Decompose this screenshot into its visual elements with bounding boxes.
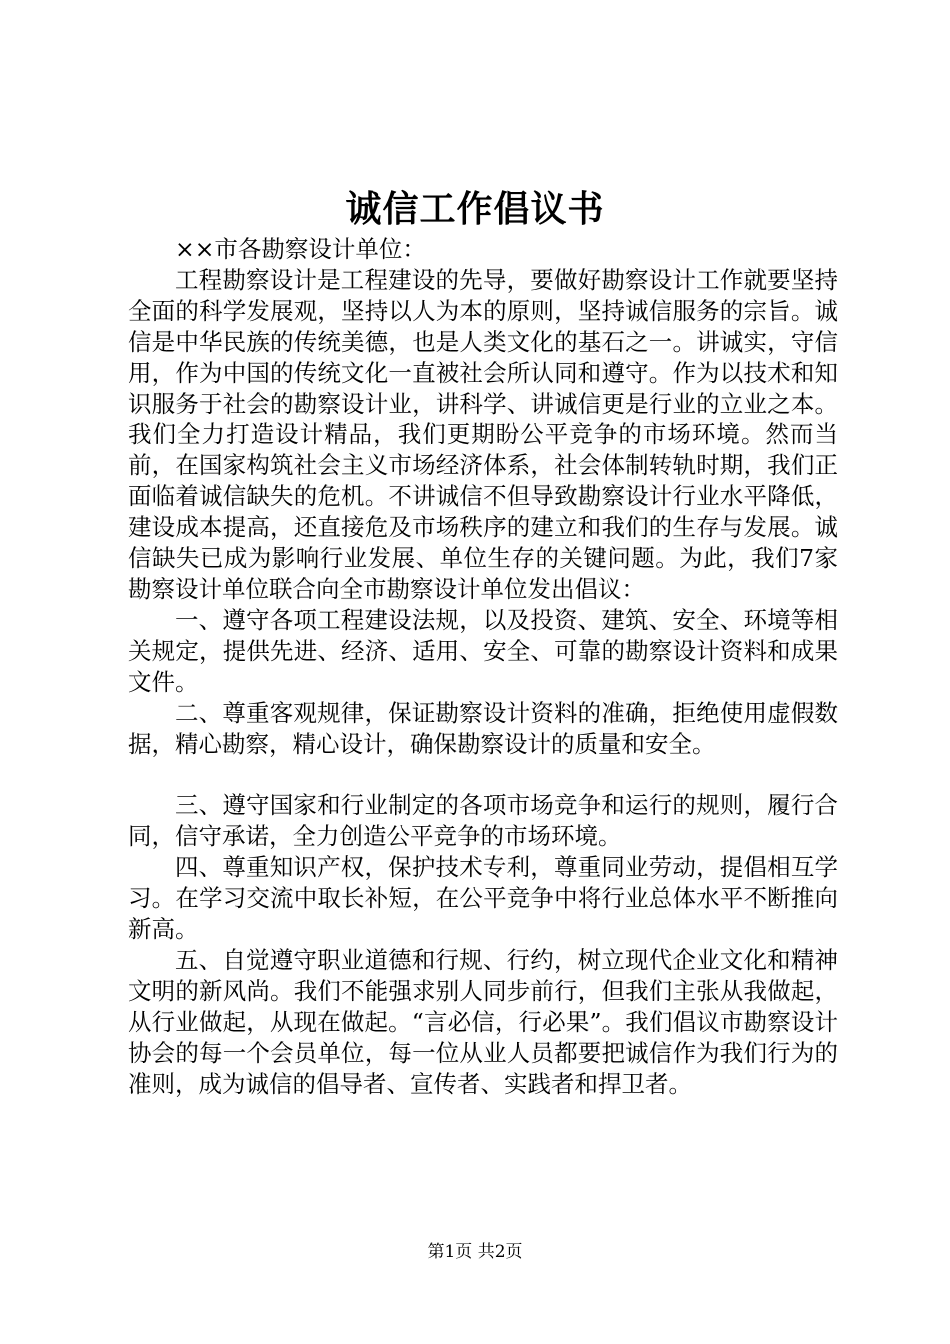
page-footer: 第1页 共2页 — [427, 1242, 523, 1262]
paragraph-item-4: 四、尊重知识产权，保护技术专利，尊重同业劳动，提倡相互学习。在学习交流中取长补短，在公平竞争中将行业总体水平不断推向新高。 — [128, 853, 838, 944]
paragraph-item-1: 一、遵守各项工程建设法规，以及投资、建筑、安全、环境等相关规定，提供先进、经济、适用、安全、可靠的勘察设计资料和成果文件。 — [128, 605, 838, 696]
salutation: ××市各勘察设计单位： — [175, 235, 426, 263]
paragraph-item-5: 五、自觉遵守职业道德和行规、行约，树立现代企业文化和精神文明的新风尚。我们不能强求别人同步前行，但我们主张从我做起，从行业做起，从现在做起。“言必信，行必果”。我们倡议市勘察设计协会的每一个会员单位，每一位从业人员都要把诚信作为我们行为的准则，成为诚信的倡导者、宣传者、实践者和捍卫者。 — [128, 945, 838, 1098]
document-body — [128, 234, 838, 1099]
paragraph-item-2: 二、尊重客观规律，保证勘察设计资料的准确，拒绝使用虚假数据，精心勘察，精心设计，确保勘察设计的质量和安全。 — [128, 698, 838, 758]
paragraph-intro: 工程勘察设计是工程建设的先导，要做好勘察设计工作就要坚持全面的科学发展观，坚持以人为本的原则，坚持诚信服务的宗旨。诚信是中华民族的传统美德，也是人类文化的基石之一。讲诚实，守信用，作为中国的传统文化一直被社会所认同和遵守。作为以技术和知识服务于社会的勘察设计业，讲科学、讲诚信更是行业的立业之本。我们全力打造设计精品，我们更期盼公平竞争的市场环境。然而当前，在国家构筑社会主义市场经济体系，社会体制转轨时期，我们正面临着诚信缺失的危机。不讲诚信不但导致勘察设计行业水平降低，建设成本提高，还直接危及市场秩序的建立和我们的生存与发展。诚信缺失已成为影响行业发展、单位生存的关键问题。为此，我们7家勘察设计单位联合向全市勘察设计单位发出倡议： — [128, 265, 838, 603]
document-title: 诚信工作倡议书 — [345, 188, 605, 230]
paragraph-item-3: 三、遵守国家和行业制定的各项市场竞争和运行的规则，履行合同，信守承诺，全力创造公平竞争的市场环境。 — [128, 791, 838, 851]
